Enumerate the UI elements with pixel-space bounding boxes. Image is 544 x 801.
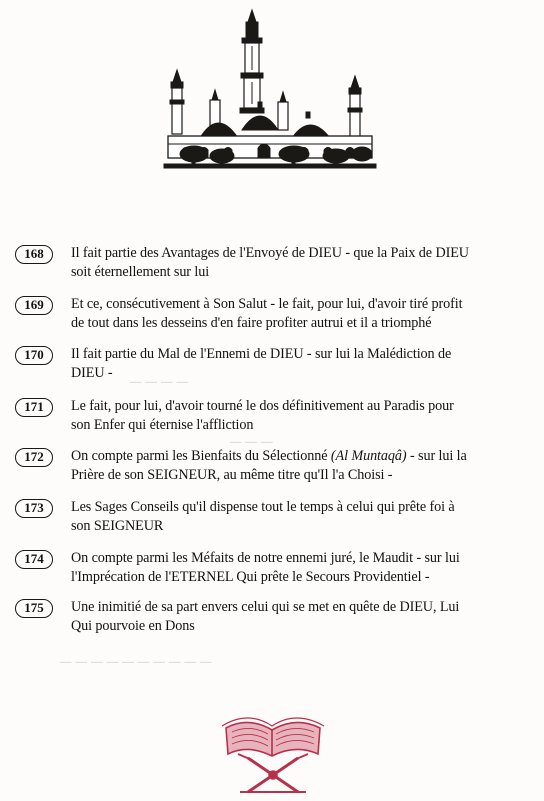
verse-number-badge: 175 xyxy=(15,599,53,618)
verse-number-badge: 172 xyxy=(15,448,53,467)
verse-number-badge: 169 xyxy=(15,296,53,315)
verse-number-badge: 168 xyxy=(15,245,53,264)
bleed-through-mark: ـــ ـــ ـــ ـــ ـــ ـــ ـــ ـــ ـــ ـــ xyxy=(60,652,212,667)
bleed-through-mark: ـــ ـــ ـــ xyxy=(230,432,273,447)
verse-text: Le fait, pour lui, d'avoir tourné le dos définitivement au Paradis pour son Enfer qui éternise l'affliction xyxy=(71,398,454,433)
verse-text: Il fait partie du Mal de l'Ennemi de DIEU - sur lui la Malédiction de DIEU - xyxy=(71,346,452,381)
verse-text: Une inimitié de sa part envers celui qui se met en quête de DIEU, Lui Qui pourvoie en Dons xyxy=(71,599,460,634)
verse-number-badge: 173 xyxy=(15,499,53,518)
verse-number-badge: 170 xyxy=(15,346,53,365)
verse-text: On compte parmi les Bienfaits du Sélectionné (Al Muntaqâ) - sur lui la Prière de son SEIGNEUR, au même titre qu'Il l'a Choisi - xyxy=(71,448,467,483)
mosque-icon xyxy=(160,4,380,174)
quran-stand-illustration xyxy=(218,708,328,796)
verse-text: On compte parmi les Méfaits de notre ennemi juré, le Maudit - sur lui l'Imprécation de l'ETERNEL Qui prête le Secours Providentiel - xyxy=(71,550,460,585)
bleed-through-mark: ـــ ـــ ـــ ـــ xyxy=(130,372,189,387)
verse-text: Les Sages Conseils qu'il dispense tout le temps à celui qui prête foi à son SEIGNEUR xyxy=(71,499,455,534)
open-book-icon xyxy=(218,708,328,796)
verse-number-badge: 174 xyxy=(15,550,53,569)
verse-text: Et ce, consécutivement à Son Salut - le fait, pour lui, d'avoir tiré profit de tout dans les desseins d'en faire profiter autrui et il a triomphé xyxy=(71,296,463,331)
mosque-illustration xyxy=(160,4,380,174)
verse-number-badge: 171 xyxy=(15,398,53,417)
verse-text: Il fait partie des Avantages de l'Envoyé de DIEU - que la Paix de DIEU soit éternellement sur lui xyxy=(71,245,469,280)
